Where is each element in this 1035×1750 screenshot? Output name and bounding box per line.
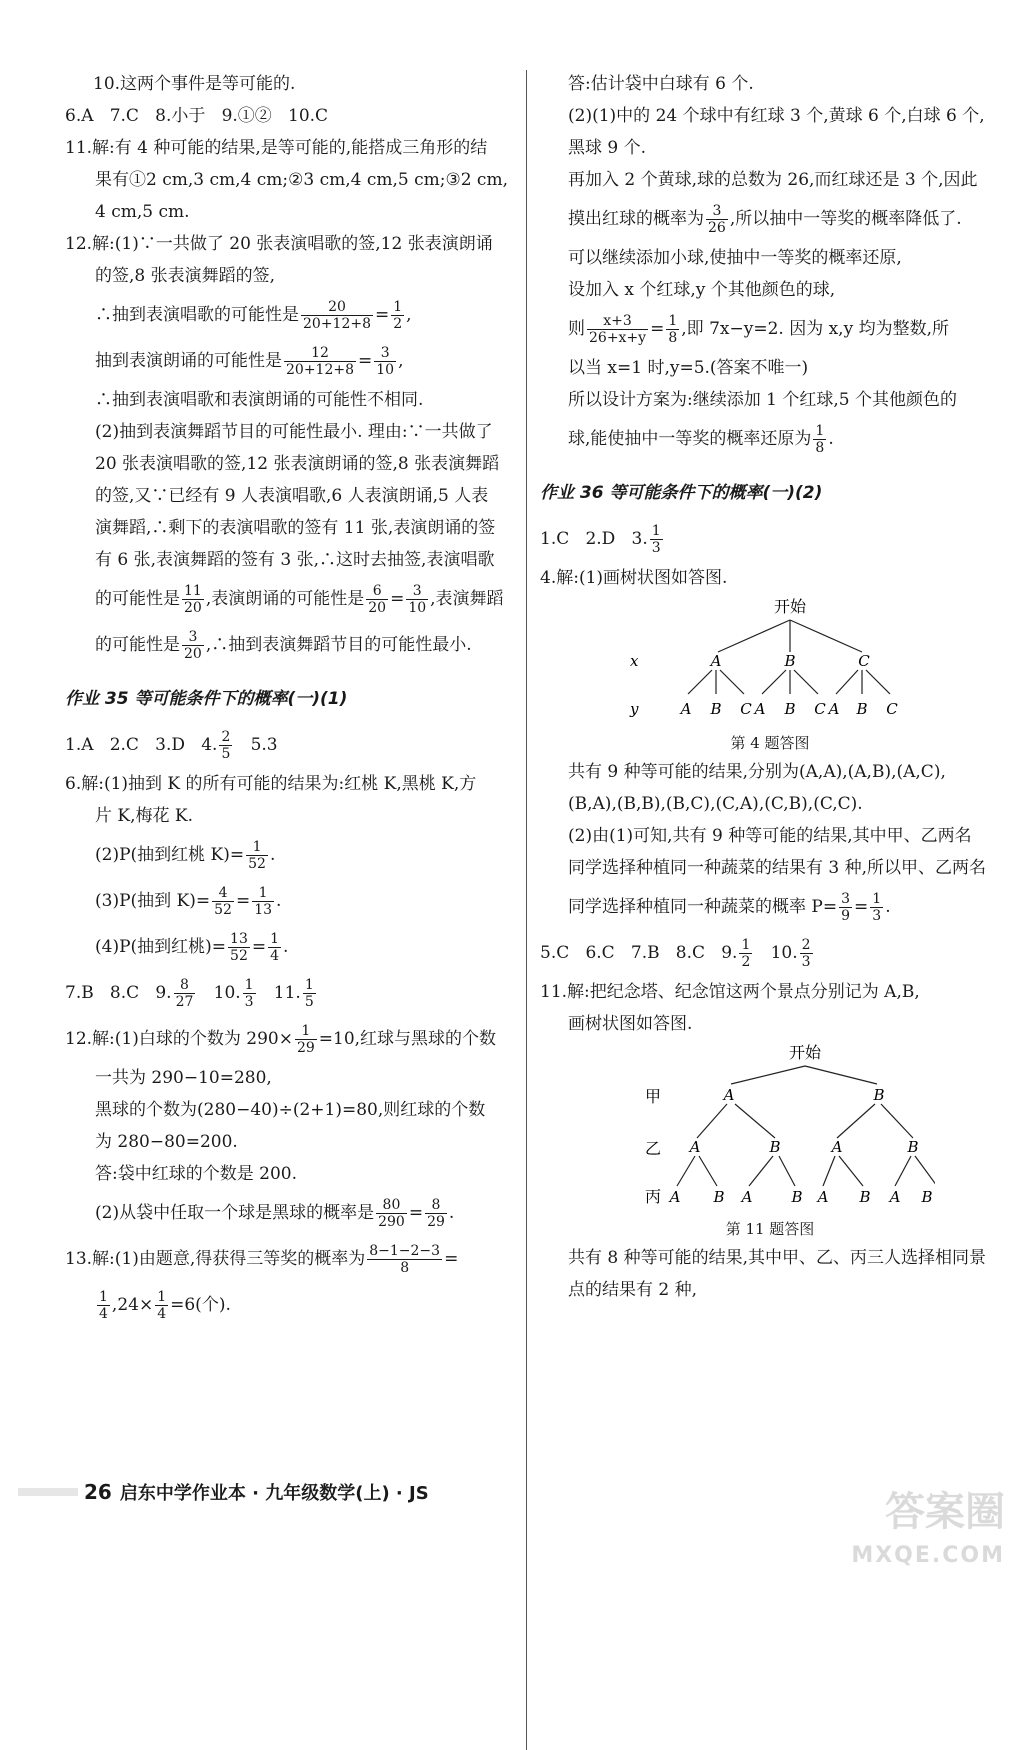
fraction: $\frac{6}{20}$ — [368, 583, 387, 616]
text-line: 11.解:有 4 种可能的结果,是等可能的,能搭成三角形的结 — [65, 138, 488, 158]
text-line: 片 K,梅花 K. — [95, 806, 194, 826]
right-column — [540, 68, 1000, 1306]
text-line: 共有 9 种等可能的结果,分别为(A,A),(A,B),(A,C), — [568, 762, 946, 782]
text-line: (2)抽到表演舞蹈节目的可能性最小. 理由:∵一共做了 — [95, 422, 493, 442]
formula-line: (2)P(抽到红桃 K)= $\frac{1}{52}$ . — [95, 839, 276, 872]
fraction: $\frac{1}{4}$ — [270, 931, 280, 964]
text-line: 答:袋中红球的个数是 200. — [95, 1164, 297, 1184]
text-line: (2)(1)中的 24 个球中有红球 3 个,黄球 6 个,白球 6 个, — [568, 106, 985, 126]
fraction: $\frac{1}{52}$ — [248, 839, 266, 872]
answer-line: 1.A 2.C 3.D 4. $\frac{2}{5}$ 5.3 — [65, 729, 278, 762]
fraction: $\frac{1}{3}$ — [872, 891, 882, 924]
fraction: $\frac{1}{8}$ — [815, 423, 825, 456]
text-line: 为 280−80=200. — [95, 1132, 238, 1152]
tree-root: 开始 — [773, 597, 807, 616]
watermark-url: MXQE.COM — [851, 1543, 1005, 1568]
formula-line: 抽到表演朗诵的可能性是 $\frac{12}{20+12+8}$ = $\frac{3}{10}$ , — [95, 345, 404, 378]
fraction: $\frac{3}{26}$ — [708, 203, 726, 236]
book-title: 启东中学作业本 · 九年级数学(上) · JS — [119, 1483, 429, 1504]
text-line: 画树状图如答图. — [568, 1014, 693, 1034]
fraction: $\frac{1}{3}$ — [651, 523, 661, 556]
text-line: 10.这两个事件是等可能的. — [93, 74, 296, 94]
figure-caption: 第 11 题答图 — [725, 1220, 815, 1238]
text-line: 一共为 290−10=280, — [95, 1068, 272, 1088]
section-heading-35: 作业 35 等可能条件下的概率(一)(1) — [65, 689, 348, 709]
tree-leaf: B — [859, 1188, 871, 1206]
fraction: $\frac{1}{3}$ — [244, 977, 254, 1010]
formula-line: 的可能性是 $\frac{3}{20}$ ,∴抽到表演舞蹈节目的可能性最小. — [95, 629, 472, 662]
fraction: $\frac{80}{290}$ — [378, 1197, 405, 1230]
text-line: 的签,8 张表演舞蹈的签, — [95, 266, 276, 286]
text-line: 演舞蹈,∴剩下的表演唱歌的签有 11 张,表演朗诵的签 — [95, 518, 496, 538]
tree-row-label: 丙 — [645, 1187, 662, 1206]
fraction: $\frac{2}{3}$ — [801, 937, 811, 970]
fraction: $\frac{13}{52}$ — [230, 931, 248, 964]
watermark-text: 答案圈 — [885, 1489, 1005, 1535]
tree-node: A — [831, 1138, 843, 1156]
fraction: $\frac{2}{5}$ — [221, 729, 231, 762]
tree-node: B — [769, 1138, 781, 1156]
page-footer — [18, 1475, 429, 1509]
formula-line: (3)P(抽到 K)= $\frac{4}{52}$ = $\frac{1}{13}$ . — [95, 885, 282, 918]
fraction: $\frac{3}{10}$ — [408, 583, 427, 616]
text-line: 12.解:(1)∵一共做了 20 张表演唱歌的签,12 张表演朗诵 — [65, 234, 493, 254]
tree-node: A — [710, 652, 722, 670]
tree-leaf: C — [740, 700, 752, 718]
text-line: 共有 8 种等可能的结果,其中甲、乙、丙三人选择相同景 — [568, 1248, 987, 1268]
tree-leaf: B — [856, 700, 868, 718]
fraction: $\frac{1}{8}$ — [668, 313, 678, 346]
fraction: $\frac{1}{2}$ — [393, 299, 403, 332]
text-line: 所以设计方案为:继续添加 1 个红球,5 个其他颜色的 — [568, 390, 957, 410]
tree-leaf: B — [791, 1188, 803, 1206]
tree-row-label: 甲 — [645, 1087, 662, 1106]
tree-diagram-q4 — [620, 596, 920, 728]
text-line: 同学选择种植同一种蔬菜的结果有 3 种,所以甲、乙两名 — [568, 858, 987, 878]
text-line: 可以继续添加小球,使抽中一等奖的概率还原, — [568, 248, 902, 268]
text-line: 答:估计袋中白球有 6 个. — [568, 74, 754, 94]
tree-node: B — [873, 1086, 885, 1104]
column-divider — [526, 70, 527, 1750]
tree-node: B — [784, 652, 796, 670]
text-line: ∴抽到表演唱歌和表演朗诵的可能性不相同. — [95, 390, 424, 410]
text-line: 黑球 9 个. — [568, 138, 647, 158]
formula-line: 12.解:(1)白球的个数为 290× $\frac{1}{29}$ =10,红球与黑球的个数 — [65, 1023, 497, 1056]
fraction: $\frac{1}{29}$ — [296, 1023, 315, 1056]
text-line: 11.解:把纪念塔、纪念馆这两个景点分别记为 A,B, — [540, 982, 920, 1002]
tree-node: A — [723, 1086, 735, 1104]
text-line: 黑球的个数为(280−40)÷(2+1)=80,则红球的个数 — [95, 1100, 486, 1120]
text-line: (B,A),(B,B),(B,C),(C,A),(C,B),(C,C). — [568, 794, 863, 814]
formula-line: 的可能性是 $\frac{11}{20}$ ,表演朗诵的可能性是 $\frac{6}{20}$ = $\frac{3}{10}$ ,表演舞蹈 — [95, 583, 504, 616]
tree-diagram-q11 — [605, 1042, 935, 1214]
formula-line: 同学选择种植同一种蔬菜的概率 P= $\frac{3}{9}$ = $\frac{1}{3}$ . — [568, 891, 891, 924]
fraction: $\frac{1}{4}$ — [99, 1289, 108, 1322]
watermark-logo — [851, 1490, 1005, 1578]
text-line: 设加入 x 个红球,y 个其他颜色的球, — [568, 280, 836, 300]
tree-node: A — [689, 1138, 701, 1156]
fraction: $\frac{1}{2}$ — [741, 937, 751, 970]
text-line: 有 6 张,表演舞蹈的签有 3 张,∴这时去抽签,表演唱歌 — [95, 550, 495, 570]
fraction: $\frac{x+3}{26+x+y}$ — [589, 313, 647, 346]
fraction: $\frac{8-1-2-3}{8}$ — [369, 1243, 441, 1276]
answer-line: 1.C 2.D 3. $\frac{1}{3}$ — [540, 523, 661, 556]
formula-line: 球,能使抽中一等奖的概率还原为 $\frac{1}{8}$ . — [568, 423, 834, 456]
tree-leaf: C — [814, 700, 826, 718]
fraction: $\frac{1}{13}$ — [254, 885, 273, 918]
text-line: 再加入 2 个黄球,球的总数为 26,而红球还是 3 个,因此 — [568, 170, 978, 190]
text-line: 果有①2 cm,3 cm,4 cm;②3 cm,4 cm,5 cm;③2 cm, — [95, 170, 508, 190]
formula-line: ∴抽到表演唱歌的可能性是 $\frac{20}{20+12+8}$ = $\frac{1}{2}$ , — [95, 299, 412, 332]
tree-leaf: A — [817, 1188, 829, 1206]
tree-node: B — [907, 1138, 919, 1156]
footer-decoration — [18, 1488, 78, 1496]
answer-line: 7.B 8.C 9. $\frac{8}{27}$ 10. $\frac{1}{3}$ 11. $\frac{1}{5}$ — [65, 977, 314, 1010]
text-line: 6.解:(1)抽到 K 的所有可能的结果为:红桃 K,黑桃 K,方 — [65, 774, 477, 794]
tree-leaf: A — [889, 1188, 901, 1206]
tree-leaf: A — [680, 700, 692, 718]
tree-row-label: y — [630, 700, 639, 718]
tree-leaf: A — [669, 1188, 681, 1206]
tree-root: 开始 — [788, 1043, 822, 1062]
tree-leaf: A — [828, 700, 840, 718]
fraction: $\frac{11}{20}$ — [184, 583, 202, 616]
fraction: $\frac{4}{52}$ — [214, 885, 232, 918]
tree-node: C — [858, 652, 870, 670]
text-line: 的签,又∵已经有 9 人表演唱歌,6 人表演朗诵,5 人表 — [95, 486, 489, 506]
fraction: $\frac{20}{20+12+8}$ — [303, 299, 371, 332]
tree-leaf: B — [710, 700, 722, 718]
tree-leaf: C — [886, 700, 898, 718]
answer-line: 6.A 7.C 8.小于 9.①② 10.C — [65, 106, 329, 126]
tree-leaf: B — [713, 1188, 725, 1206]
fraction: $\frac{8}{29}$ — [427, 1197, 445, 1230]
tree-leaf: B — [921, 1188, 933, 1206]
fraction: $\frac{12}{20+12+8}$ — [286, 345, 354, 378]
formula-line: (4)P(抽到红桃)= $\frac{13}{52}$ = $\frac{1}{4}$ . — [95, 931, 289, 964]
text-line: 点的结果有 2 种, — [568, 1280, 698, 1300]
text-line: 4.解:(1)画树状图如答图. — [540, 568, 728, 588]
tree-leaf: A — [754, 700, 766, 718]
left-column — [65, 68, 520, 1328]
formula-line: $\frac{1}{4}$ ,24× $\frac{1}{4}$ =6(个). — [99, 1289, 231, 1322]
fraction: $\frac{1}{4}$ — [157, 1289, 167, 1322]
tree-leaf: A — [741, 1188, 753, 1206]
formula-line: 摸出红球的概率为 $\frac{3}{26}$ ,所以抽中一等奖的概率降低了. — [568, 203, 962, 236]
section-heading-36: 作业 36 等可能条件下的概率(一)(2) — [540, 483, 823, 503]
fraction: $\frac{8}{27}$ — [175, 977, 194, 1010]
formula-line: 13.解:(1)由题意,得获得三等奖的概率为 $\frac{8-1-2-3}{8}$ = — [65, 1243, 459, 1276]
tree-row-label: 乙 — [645, 1139, 662, 1158]
fraction: $\frac{3}{10}$ — [376, 345, 395, 378]
page-number: 26 — [84, 1480, 112, 1504]
answer-line: 5.C 6.C 7.B 8.C 9. $\frac{1}{2}$ 10. $\frac{2}{3}$ — [540, 937, 811, 970]
fraction: $\frac{3}{9}$ — [841, 891, 851, 924]
text-line: (2)由(1)可知,共有 9 种等可能的结果,其中甲、乙两名 — [568, 826, 972, 846]
tree-leaf: B — [784, 700, 796, 718]
text-line: 20 张表演唱歌的签,12 张表演朗诵的签,8 张表演舞蹈 — [95, 454, 500, 474]
formula-line: 则 $\frac{x+3}{26+x+y}$ = $\frac{1}{8}$ ,即 7x−y=2. 因为 x,y 均为整数,所 — [568, 313, 949, 346]
tree11-lines — [677, 1066, 935, 1186]
fraction: $\frac{3}{20}$ — [184, 629, 202, 662]
tree-row-label: x — [630, 652, 639, 670]
figure-caption: 第 4 题答图 — [730, 734, 810, 752]
fraction: $\frac{1}{5}$ — [304, 977, 314, 1010]
formula-line: (2)从袋中任取一个球是黑球的概率是 $\frac{80}{290}$ = $\frac{8}{29}$ . — [95, 1197, 455, 1230]
text-line: 4 cm,5 cm. — [95, 202, 190, 222]
text-line: 以当 x=1 时,y=5.(答案不唯一) — [568, 358, 809, 378]
